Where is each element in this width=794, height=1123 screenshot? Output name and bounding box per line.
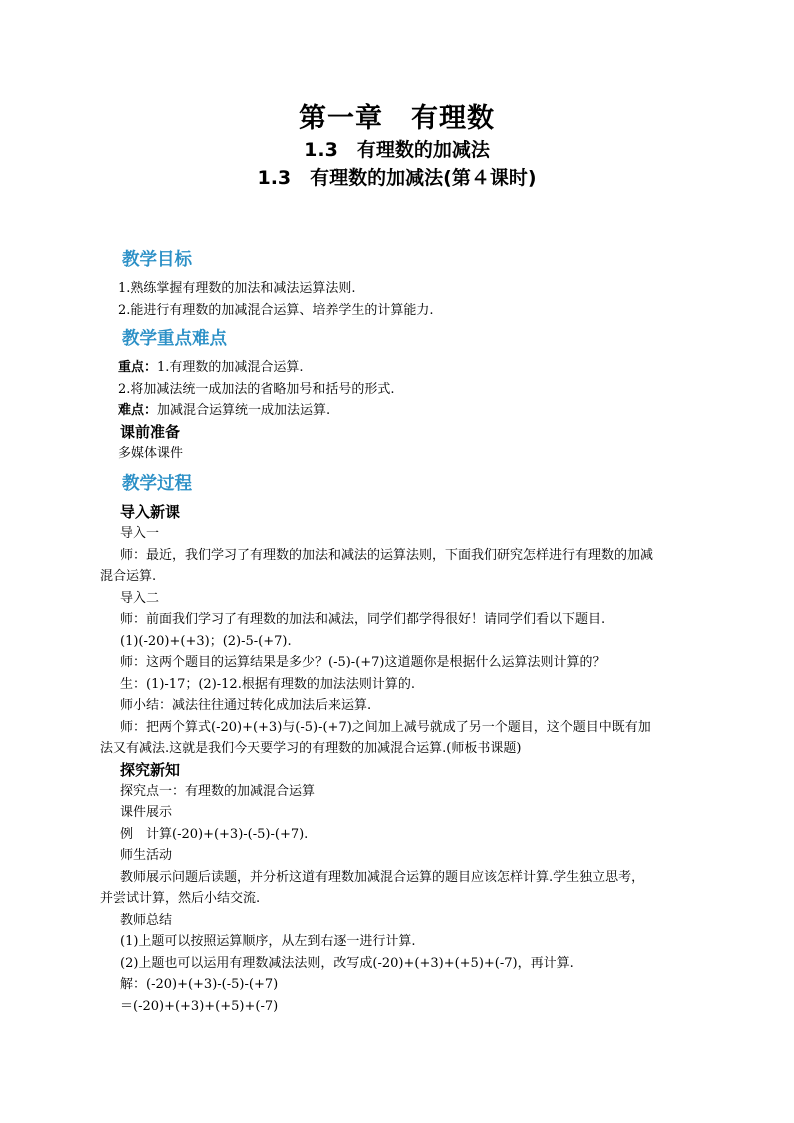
focus-text-1: 1.有理数的加减混合运算. — [157, 360, 304, 375]
solution-line-2: ＝(-20)+(+3)+(+5)+(-7) — [120, 998, 279, 1014]
section-title: 1.3 有理数的加减法 — [304, 139, 490, 161]
intro2-problems: (1)(-20)+(+3)；(2)-5-(+7). — [120, 633, 292, 649]
summary-item-2: (2)上题也可以运用有理数减法法则，改写成(-20)+(+3)+(+5)+(-7)，再计算. — [120, 955, 574, 971]
difficulty-line — [118, 400, 698, 422]
goal-item-2: 2.能进行有理数的加减混合运算、培养学生的计算能力. — [118, 302, 434, 318]
process-heading: 教学过程 — [122, 474, 192, 494]
focus-label: 重点： — [118, 360, 158, 375]
intro1-label: 导入一 — [120, 526, 160, 541]
intro-heading: 导入新课 — [120, 503, 181, 521]
intro1-text-a: 师：最近，我们学习了有理数的加法和减法的运算法则，下面我们研究怎样进行有理数的加减 — [120, 547, 654, 563]
intro2-teacher-a: 师：把两个算式(-20)+(+3)与(-5)-(+7)之间加上减号就成了另一个题目，这个题目中既有加 — [120, 719, 651, 735]
goal-item-1: 1.熟练掌握有理数的加法和减法运算法则. — [118, 281, 356, 296]
intro2-text: 师：前面我们学习了有理数的加法和减法，同学们都学得很好！请同学们看以下题目. — [120, 612, 606, 627]
explore-point: 探究点一：有理数的加减混合运算 — [120, 783, 316, 799]
intro1-text-b: 混合运算. — [100, 569, 157, 584]
intro2-label: 导入二 — [120, 590, 160, 606]
explore-heading: 探究新知 — [120, 760, 181, 779]
prep-heading: 课前准备 — [120, 422, 181, 441]
chapter-title: 第一章 有理数 — [299, 103, 495, 134]
document-body — [100, 246, 698, 1017]
activity-text-a: 教师展示问题后读题，并分析这道有理数加减混合运算的题目应该怎样计算.学生独立思考， — [120, 869, 645, 885]
key-points-heading: 教学重点难点 — [122, 329, 227, 349]
lesson-title: 1.3 有理数的加减法(第４课时) — [257, 167, 537, 189]
difficulty-label: 难点： — [118, 403, 158, 418]
focus-line-2: 2.将加减法统一成加法的省略加号和括号的形式. — [118, 381, 395, 397]
summary-label: 教师总结 — [120, 912, 173, 928]
intro2-answer: 生：(1)-17；(2)-12.根据有理数的加法法则计算的. — [120, 676, 415, 692]
courseware-label: 课件展示 — [120, 805, 173, 820]
intro2-teacher-b: 法又有减法.这就是我们今天要学习的有理数的加减混合运算.(师板书课题) — [100, 741, 522, 756]
activity-label: 师生活动 — [120, 848, 173, 863]
intro2-question: 师：这两个题目的运算结果是多少？(-5)-(+7)这道题你是根据什么运算法则计算的？ — [120, 655, 606, 670]
focus-line-1 — [118, 357, 698, 379]
goals-heading: 教学目标 — [122, 250, 192, 270]
activity-text-b: 并尝试计算，然后小结交流. — [100, 891, 261, 906]
prep-text: 多媒体课件 — [118, 445, 184, 461]
intro2-summary: 师小结：减法往往通过转化成加法后来运算. — [120, 698, 372, 713]
difficulty-text: 加减混合运算统一成加法运算. — [157, 403, 331, 418]
example-line: 例 计算(-20)+(+3)-(-5)-(+7). — [120, 826, 309, 842]
summary-item-1: (1)上题可以按照运算顺序，从左到右逐一进行计算. — [120, 934, 416, 949]
solution-line-1: 解：(-20)+(+3)-(-5)-(+7) — [120, 977, 279, 992]
